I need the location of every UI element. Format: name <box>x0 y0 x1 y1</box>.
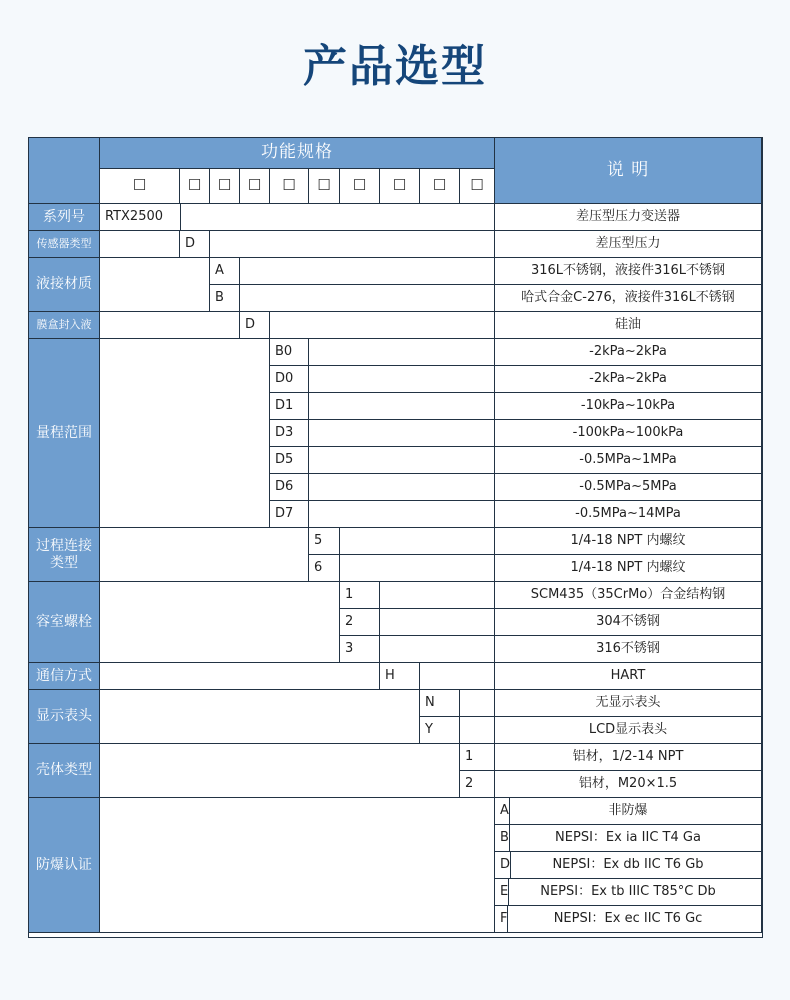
section-label: 传感器类型 <box>29 231 100 258</box>
option-code[interactable]: RTX2500 <box>100 204 181 231</box>
blank-cell <box>240 285 495 312</box>
option-code[interactable]: 2 <box>340 609 380 636</box>
option-code[interactable]: 1 <box>460 744 495 771</box>
blank-cell <box>100 798 495 933</box>
spec-checkbox-9[interactable]: ☐ <box>420 169 460 204</box>
option-description: 差压型压力变送器 <box>495 204 762 231</box>
option-description: 无显示表头 <box>495 690 762 717</box>
option-code[interactable]: N <box>420 690 460 717</box>
blank-cell <box>100 744 460 798</box>
option-description: NEPSI：Ex ia IIC T4 Ga <box>495 825 762 852</box>
option-description: 哈式合金C-276，液接件316L不锈钢 <box>495 285 762 312</box>
blank-cell <box>340 528 495 555</box>
blank-cell <box>460 717 495 744</box>
option-code[interactable]: D6 <box>270 474 309 501</box>
spec-checkbox-3[interactable]: ☐ <box>210 169 240 204</box>
option-description: LCD显示表头 <box>495 717 762 744</box>
option-code[interactable]: D <box>240 312 270 339</box>
blank-cell <box>100 231 180 258</box>
spec-checkbox-5[interactable]: ☐ <box>270 169 309 204</box>
blank-cell <box>100 312 240 339</box>
spec-checkbox-4[interactable]: ☐ <box>240 169 270 204</box>
option-code[interactable]: 6 <box>309 555 340 582</box>
spec-checkbox-7[interactable]: ☐ <box>340 169 380 204</box>
option-description: 316L不锈钢，液接件316L不锈钢 <box>495 258 762 285</box>
option-description: -10kPa~10kPa <box>495 393 762 420</box>
header-corner <box>29 138 100 204</box>
option-description: HART <box>495 663 762 690</box>
option-code[interactable]: B <box>210 285 240 312</box>
option-code[interactable]: E <box>495 879 509 906</box>
option-code[interactable]: D <box>495 852 511 879</box>
blank-cell <box>340 555 495 582</box>
option-description: -2kPa~2kPa <box>495 366 762 393</box>
section-label: 系列号 <box>29 204 100 231</box>
option-code[interactable]: B0 <box>270 339 309 366</box>
section-label: 壳体类型 <box>29 744 100 798</box>
section-label: 显示表头 <box>29 690 100 744</box>
blank-cell <box>309 339 495 366</box>
blank-cell <box>181 204 495 231</box>
blank-cell <box>309 393 495 420</box>
option-description: -0.5MPa~5MPa <box>495 474 762 501</box>
option-code[interactable]: Y <box>420 717 460 744</box>
selection-table <box>28 137 763 938</box>
option-code[interactable]: D0 <box>270 366 309 393</box>
spec-checkbox-6[interactable]: ☐ <box>309 169 340 204</box>
option-description: 非防爆 <box>495 798 762 825</box>
header-functional-spec: 功能规格 <box>100 138 495 169</box>
section-label: 膜盒封入液 <box>29 312 100 339</box>
option-description: NEPSI：Ex tb IIIC T85°C Db <box>495 879 762 906</box>
blank-cell <box>100 528 309 582</box>
option-code[interactable]: A <box>495 798 510 825</box>
blank-cell <box>309 501 495 528</box>
option-code[interactable]: 5 <box>309 528 340 555</box>
page-title: 产品选型 <box>303 41 487 92</box>
option-description: 1/4-18 NPT 内螺纹 <box>495 555 762 582</box>
section-label: 过程连接类型 <box>29 528 100 582</box>
option-description: SCM435（35CrMo）合金结构钢 <box>495 582 762 609</box>
option-code[interactable]: 2 <box>460 771 495 798</box>
blank-cell <box>420 663 495 690</box>
blank-cell <box>100 582 340 663</box>
option-code[interactable]: B <box>495 825 510 852</box>
blank-cell <box>309 447 495 474</box>
spec-checkbox-10[interactable]: ☐ <box>460 169 495 204</box>
blank-cell <box>380 636 495 663</box>
option-description: -2kPa~2kPa <box>495 339 762 366</box>
option-code[interactable]: A <box>210 258 240 285</box>
header-description: 说 明 <box>495 138 762 204</box>
option-code[interactable]: D <box>180 231 210 258</box>
blank-cell <box>210 231 495 258</box>
option-description: NEPSI：Ex ec IIC T6 Gc <box>495 906 762 933</box>
option-description: 铝材，M20×1.5 <box>495 771 762 798</box>
option-description: -100kPa~100kPa <box>495 420 762 447</box>
section-label: 液接材质 <box>29 258 100 312</box>
option-code[interactable]: H <box>380 663 420 690</box>
blank-cell <box>460 690 495 717</box>
section-label: 防爆认证 <box>29 798 100 933</box>
section-label: 容室螺栓 <box>29 582 100 663</box>
section-label: 量程范围 <box>29 339 100 528</box>
blank-cell <box>309 420 495 447</box>
option-code[interactable]: D5 <box>270 447 309 474</box>
option-description: 硅油 <box>495 312 762 339</box>
blank-cell <box>270 312 495 339</box>
spec-checkbox-8[interactable]: ☐ <box>380 169 420 204</box>
option-description: 1/4-18 NPT 内螺纹 <box>495 528 762 555</box>
option-code[interactable]: F <box>495 906 508 933</box>
spec-checkbox-1[interactable]: ☐ <box>100 169 180 204</box>
option-code[interactable]: D7 <box>270 501 309 528</box>
blank-cell <box>309 474 495 501</box>
option-description: NEPSI：Ex db IIC T6 Gb <box>495 852 762 879</box>
option-description: -0.5MPa~14MPa <box>495 501 762 528</box>
blank-cell <box>240 258 495 285</box>
option-code[interactable]: D3 <box>270 420 309 447</box>
section-label: 通信方式 <box>29 663 100 690</box>
blank-cell <box>309 366 495 393</box>
blank-cell <box>100 339 270 528</box>
option-code[interactable]: D1 <box>270 393 309 420</box>
blank-cell <box>100 690 420 744</box>
option-code[interactable]: 1 <box>340 582 380 609</box>
blank-cell <box>100 663 380 690</box>
option-description: 304不锈钢 <box>495 609 762 636</box>
option-description: 差压型压力 <box>495 231 762 258</box>
blank-cell <box>100 258 210 312</box>
blank-cell <box>380 609 495 636</box>
option-description: -0.5MPa~1MPa <box>495 447 762 474</box>
spec-checkbox-2[interactable]: ☐ <box>180 169 210 204</box>
option-description: 铝材，1/2-14 NPT <box>495 744 762 771</box>
blank-cell <box>380 582 495 609</box>
option-description: 316不锈钢 <box>495 636 762 663</box>
option-code[interactable]: 3 <box>340 636 380 663</box>
